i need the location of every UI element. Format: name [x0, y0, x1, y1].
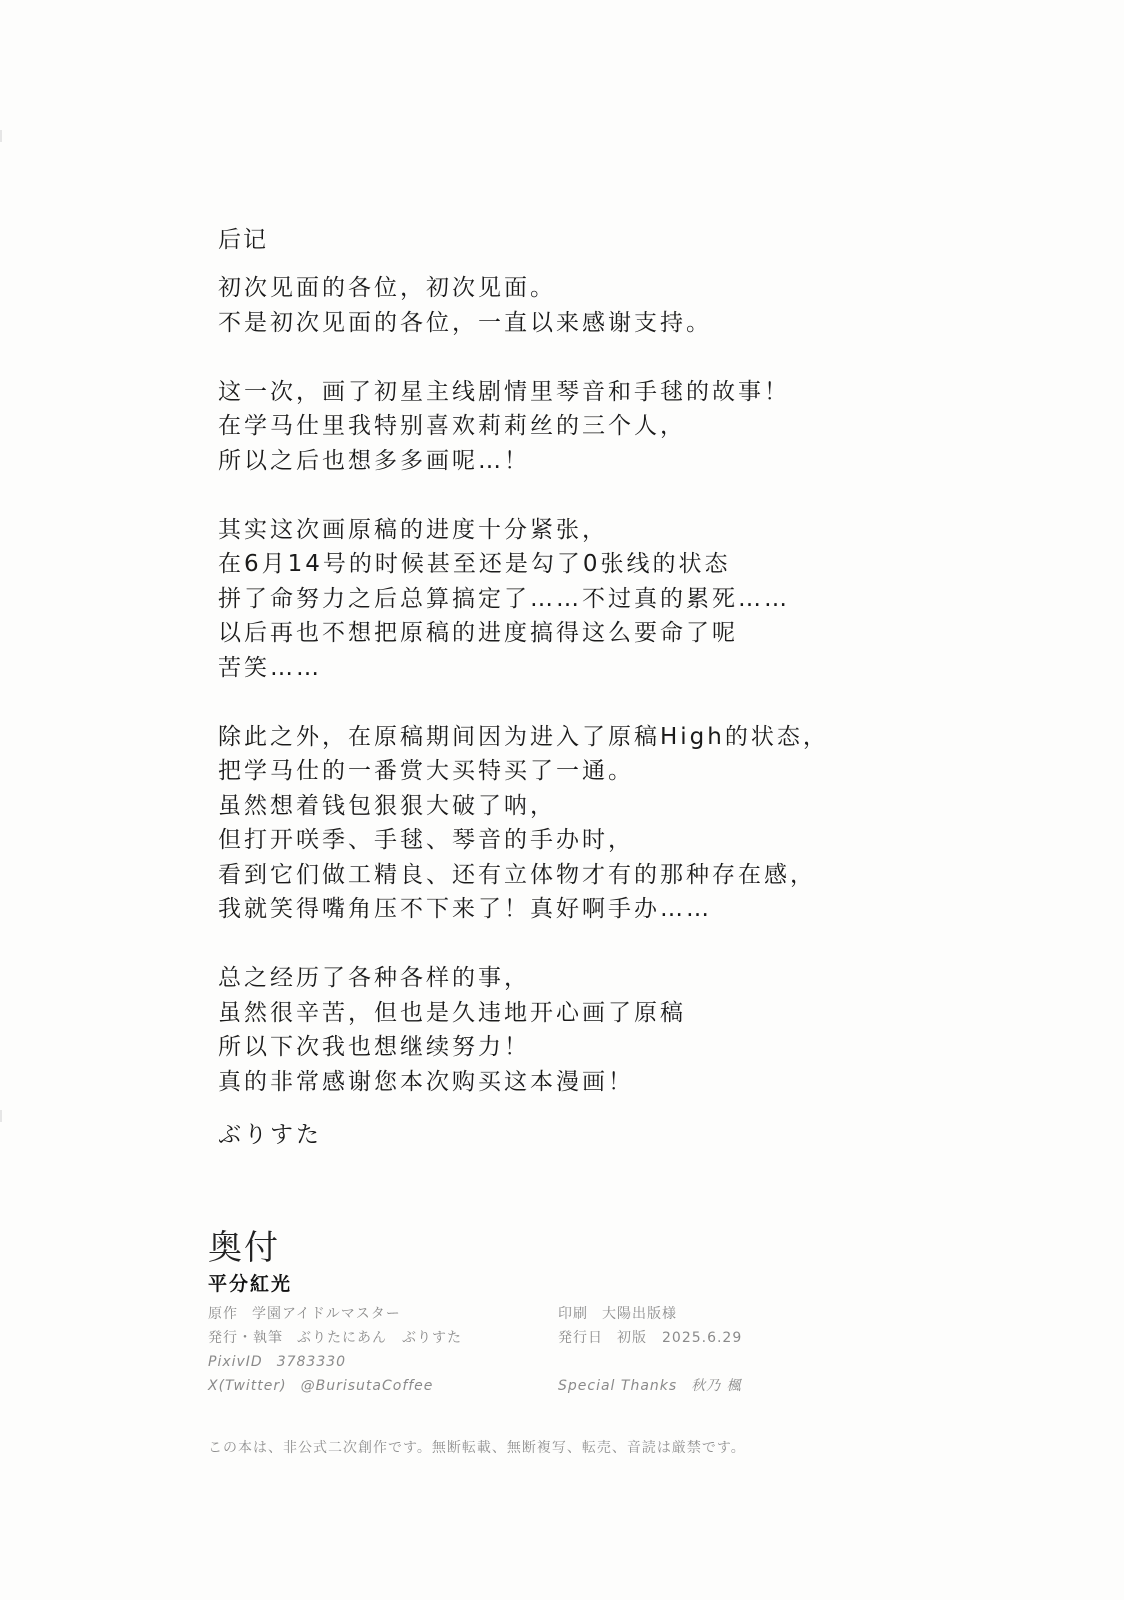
afterword-line: 拼了命努力之后总算搞定了……不过真的累死……	[218, 585, 790, 612]
colophon-key: Special Thanks	[558, 1378, 678, 1394]
paragraph-gap	[218, 685, 978, 720]
colophon-value: @BurisutaCoffee	[300, 1378, 434, 1394]
colophon-row-original	[208, 1302, 462, 1326]
afterword-line: 在6月14号的时候甚至还是勾了0张线的状态	[218, 551, 731, 577]
colophon-row-pixiv	[208, 1350, 462, 1374]
colophon-key: 印刷	[558, 1306, 588, 1322]
scan-edge-mark	[0, 1110, 2, 1122]
copyright-notice: この本は、非公式二次創作です。無断転載、無断複写、転売、音読は厳禁です。	[208, 1440, 746, 1456]
colophon-row-empty	[558, 1350, 742, 1374]
paragraph-gap	[218, 340, 978, 375]
afterword-line: 苦笑……	[218, 654, 322, 681]
afterword-signature: ぶりすた	[218, 1122, 322, 1148]
afterword-line: 其实这次画原稿的进度十分紧张，	[218, 516, 608, 543]
colophon-row-twitter	[208, 1374, 462, 1398]
paragraph-gap	[218, 927, 978, 962]
colophon-row-date	[558, 1326, 742, 1350]
paragraph-gap	[218, 478, 978, 513]
colophon-key: 発行・執筆	[208, 1330, 283, 1346]
colophon-value: 学園アイドルマスター	[252, 1306, 401, 1322]
colophon-row-publisher	[208, 1326, 462, 1350]
colophon-section	[208, 1228, 908, 1422]
book-title: 平分紅光	[208, 1273, 293, 1295]
afterword-line: 虽然很辛苦，但也是久违地开心画了原稿	[218, 999, 686, 1026]
afterword-line: 所以下次我也想继续努力！	[218, 1034, 530, 1060]
colophon-left-column	[208, 1302, 462, 1398]
afterword-paragraph	[218, 720, 978, 927]
afterword-paragraph	[218, 271, 978, 340]
afterword-line: 把学马仕的一番赏大买特买了一通。	[218, 758, 634, 784]
afterword-line: 看到它们做工精良、还有立体物才有的那种存在感，	[218, 861, 816, 888]
afterword-line: 总之经历了各种各样的事，	[218, 965, 530, 991]
afterword-line: 在学马仕里我特别喜欢莉莉丝的三个人，	[218, 413, 686, 439]
afterword-line: 这一次，画了初星主线剧情里琴音和手毬的故事！	[218, 378, 790, 405]
afterword-section	[218, 225, 978, 1099]
afterword-line: 除此之外，在原稿期间因为进入了原稿High的状态，	[218, 723, 829, 750]
colophon-key: PixivID	[208, 1354, 263, 1370]
afterword-line: 所以之后也想多多画呢…！	[218, 447, 530, 474]
colophon-row-printer	[558, 1302, 742, 1326]
colophon-value: 秋乃 楓	[691, 1378, 742, 1394]
colophon-key: 原作	[208, 1306, 238, 1322]
colophon-value: 大陽出版様	[602, 1306, 677, 1322]
colophon-details	[208, 1302, 908, 1422]
afterword-paragraph	[218, 513, 978, 686]
afterword-title: 后记	[218, 227, 268, 253]
afterword-line: 我就笑得嘴角压不下来了！真好啊手办……	[218, 896, 712, 922]
afterword-line: 真的非常感谢您本次购买这本漫画！	[218, 1068, 634, 1095]
colophon-key: 発行日	[558, 1330, 603, 1346]
afterword-paragraph	[218, 375, 978, 479]
scan-edge-mark	[0, 130, 2, 142]
colophon-heading: 奥付	[208, 1228, 280, 1268]
afterword-paragraph	[218, 961, 978, 1099]
afterword-line: 以后再也不想把原稿的进度搞得这么要命了呢	[218, 620, 738, 646]
afterword-line: 初次见面的各位，初次见面。	[218, 275, 556, 301]
colophon-value: ぶりたにあん ぶりすた	[297, 1330, 462, 1346]
afterword-line: 但打开咲季、手毬、琴音的手办时，	[218, 827, 634, 853]
afterword-line: 不是初次见面的各位，一直以来感谢支持。	[218, 309, 712, 336]
colophon-row-thanks	[558, 1374, 742, 1398]
colophon-value: 初版 2025.6.29	[617, 1330, 743, 1346]
afterword-line: 虽然想着钱包狠狠大破了呐，	[218, 792, 556, 819]
colophon-key: X(Twitter)	[208, 1378, 287, 1394]
colophon-right-column	[558, 1302, 742, 1398]
colophon-value: 3783330	[276, 1354, 347, 1370]
